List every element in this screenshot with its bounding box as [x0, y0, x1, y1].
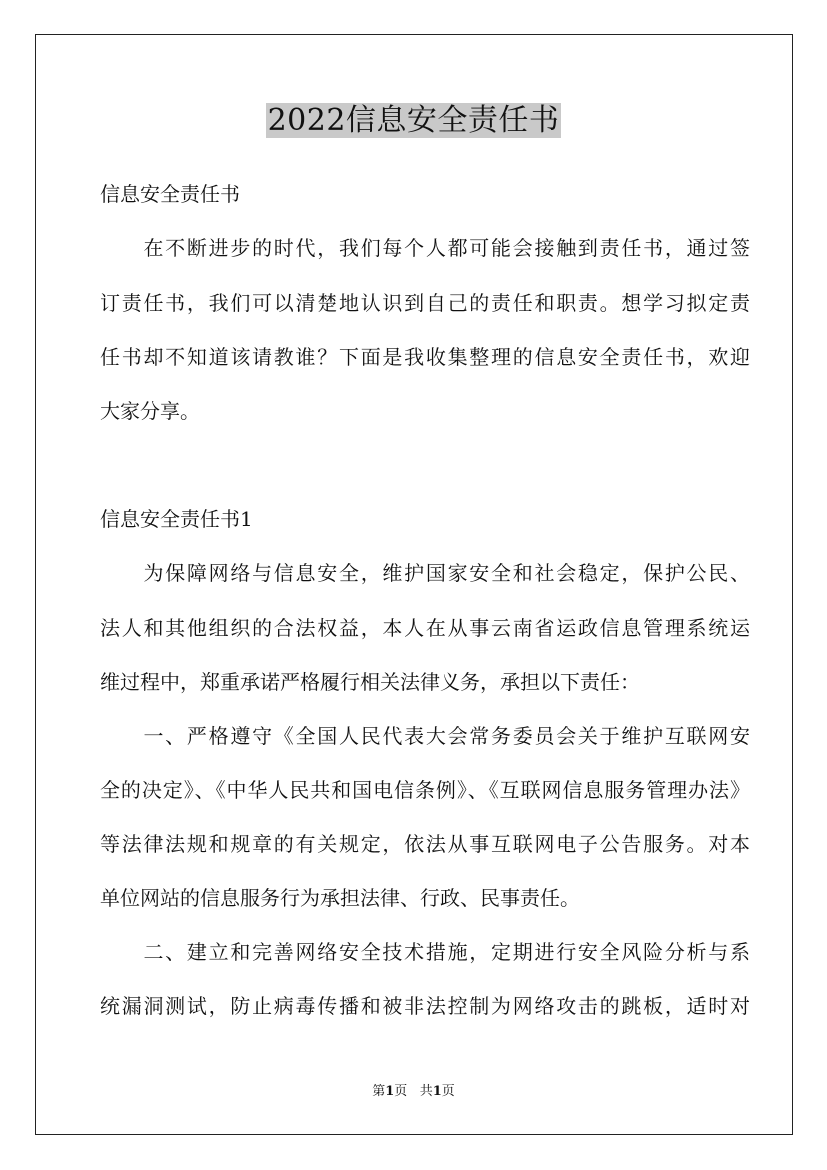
- paragraph-line: 大家分享。: [100, 399, 200, 423]
- page-footer: [0, 1083, 827, 1101]
- paragraph-line: 单位网站的信息服务行为承担法律、行政、民事责任。: [100, 886, 580, 910]
- paragraph-line: 订责任书，我们可以清楚地认识到自己的责任和职责。想学习拟定责: [100, 291, 750, 315]
- page-label-prefix: 第: [372, 1084, 386, 1099]
- total-suffix: 页: [441, 1084, 455, 1099]
- paragraph-line: 维过程中，郑重承诺严格履行相关法律义务，承担以下责任：: [100, 670, 640, 694]
- document-title-text: 2022信息安全责任书: [267, 103, 560, 138]
- paragraph-line: 在不断进步的时代，我们每个人都可能会接触到责任书，通过签: [100, 236, 750, 260]
- paragraph-line: 全的决定》、《中华人民共和国电信条例》、《互联网信息服务管理办法》: [100, 778, 750, 802]
- paragraph-line: 法人和其他组织的合法权益，本人在从事云南省运政信息管理系统运: [100, 616, 750, 640]
- page-number: 1: [385, 1084, 395, 1099]
- page-label-suffix: 页: [394, 1084, 408, 1099]
- paragraph-line: 等法律法规和规章的有关规定，依法从事互联网电子公告服务。对本: [100, 832, 750, 856]
- total-pages: 1: [432, 1084, 442, 1099]
- paragraph-line: 为保障网络与信息安全，维护国家安全和社会稳定，保护公民、: [100, 561, 750, 585]
- paragraph-line: 任书却不知道该请教谁？下面是我收集整理的信息安全责任书，欢迎: [100, 345, 750, 369]
- total-prefix: 共: [419, 1084, 433, 1099]
- section-heading: 信息安全责任书: [100, 182, 240, 206]
- section-heading: 信息安全责任书1: [100, 507, 253, 531]
- paragraph-line: 二、建立和完善网络安全技术措施，定期进行安全风险分析与系: [100, 940, 750, 964]
- paragraph-line: 统漏洞测试，防止病毒传播和被非法控制为网络攻击的跳板，适时对: [100, 994, 750, 1018]
- document-title: [0, 101, 827, 141]
- paragraph-line: 一、严格遵守《全国人民代表大会常务委员会关于维护互联网安: [100, 724, 750, 748]
